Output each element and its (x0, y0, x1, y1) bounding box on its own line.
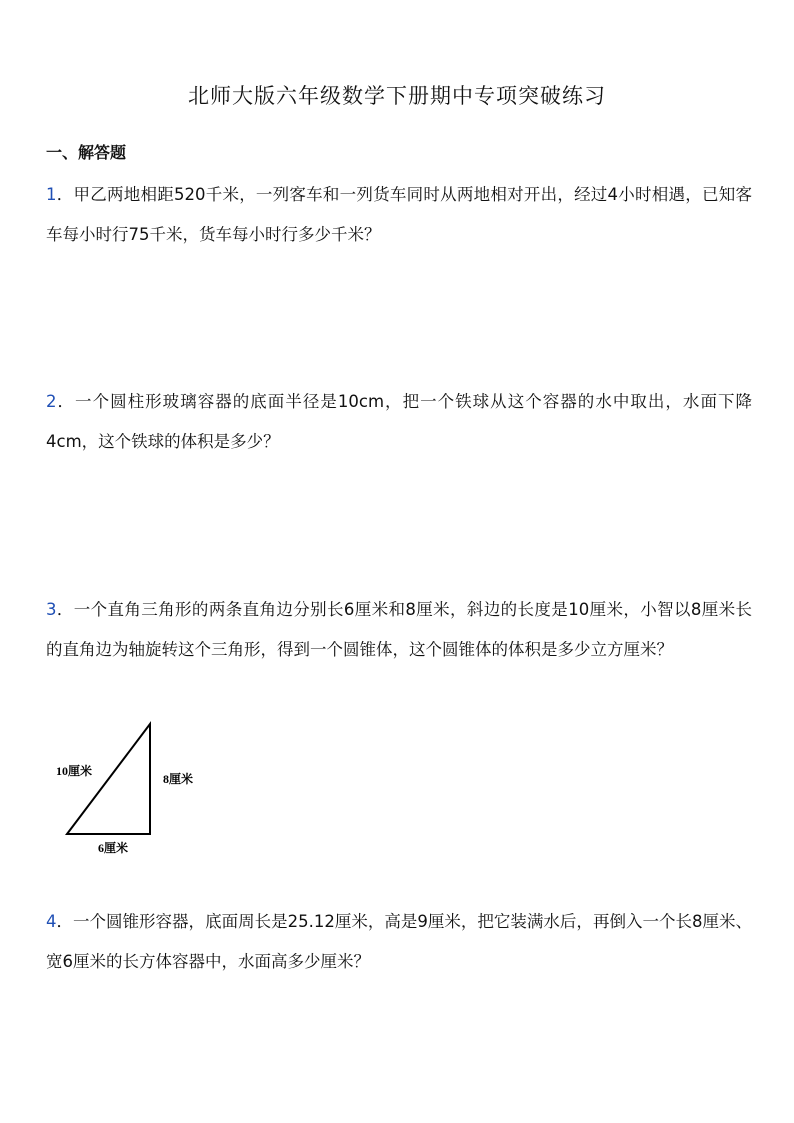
vertical-side-label: 8厘米 (163, 772, 194, 786)
question-separator: ． (56, 912, 74, 931)
question-separator: ． (56, 185, 74, 204)
question-text: 一个圆柱形玻璃容器的底面半径是10cm，把一个铁球从这个容器的水中取出，水面下降4cm，这个铁球的体积是多少？ (46, 392, 753, 451)
question-number: 3 (46, 600, 57, 619)
question-number: 4 (46, 912, 57, 931)
question-4 (46, 902, 752, 982)
question-text: 一个直角三角形的两条直角边分别长6厘米和8厘米，斜边的长度是10厘米，小智以8厘米长的直角边为轴旋转这个三角形，得到一个圆锥体，这个圆锥体的体积是多少立方厘米？ (46, 600, 752, 659)
question-3 (46, 590, 752, 670)
right-triangle-figure (40, 718, 220, 868)
triangle-shape (67, 724, 150, 834)
question-number: 2 (46, 392, 57, 411)
section-heading: 一、解答题 (46, 143, 127, 162)
question-text: 甲乙两地相距520千米，一列客车和一列货车同时从两地相对开出，经过4小时相遇，已知客车每小时行75千米，货车每小时行多少千米？ (46, 185, 753, 244)
question-number: 1 (46, 185, 57, 204)
question-text: 一个圆锥形容器，底面周长是25.12厘米，高是9厘米，把它装满水后，再倒入一个长8厘米、宽6厘米的长方体容器中，水面高多少厘米？ (46, 912, 752, 971)
question-separator: ． (56, 392, 76, 411)
hypotenuse-label: 10厘米 (56, 764, 93, 778)
question-separator: ． (56, 600, 74, 619)
question-1 (46, 175, 752, 255)
question-2 (46, 382, 752, 462)
page-title: 北师大版六年级数学下册期中专项突破练习 (188, 84, 606, 108)
base-label: 6厘米 (98, 841, 129, 855)
